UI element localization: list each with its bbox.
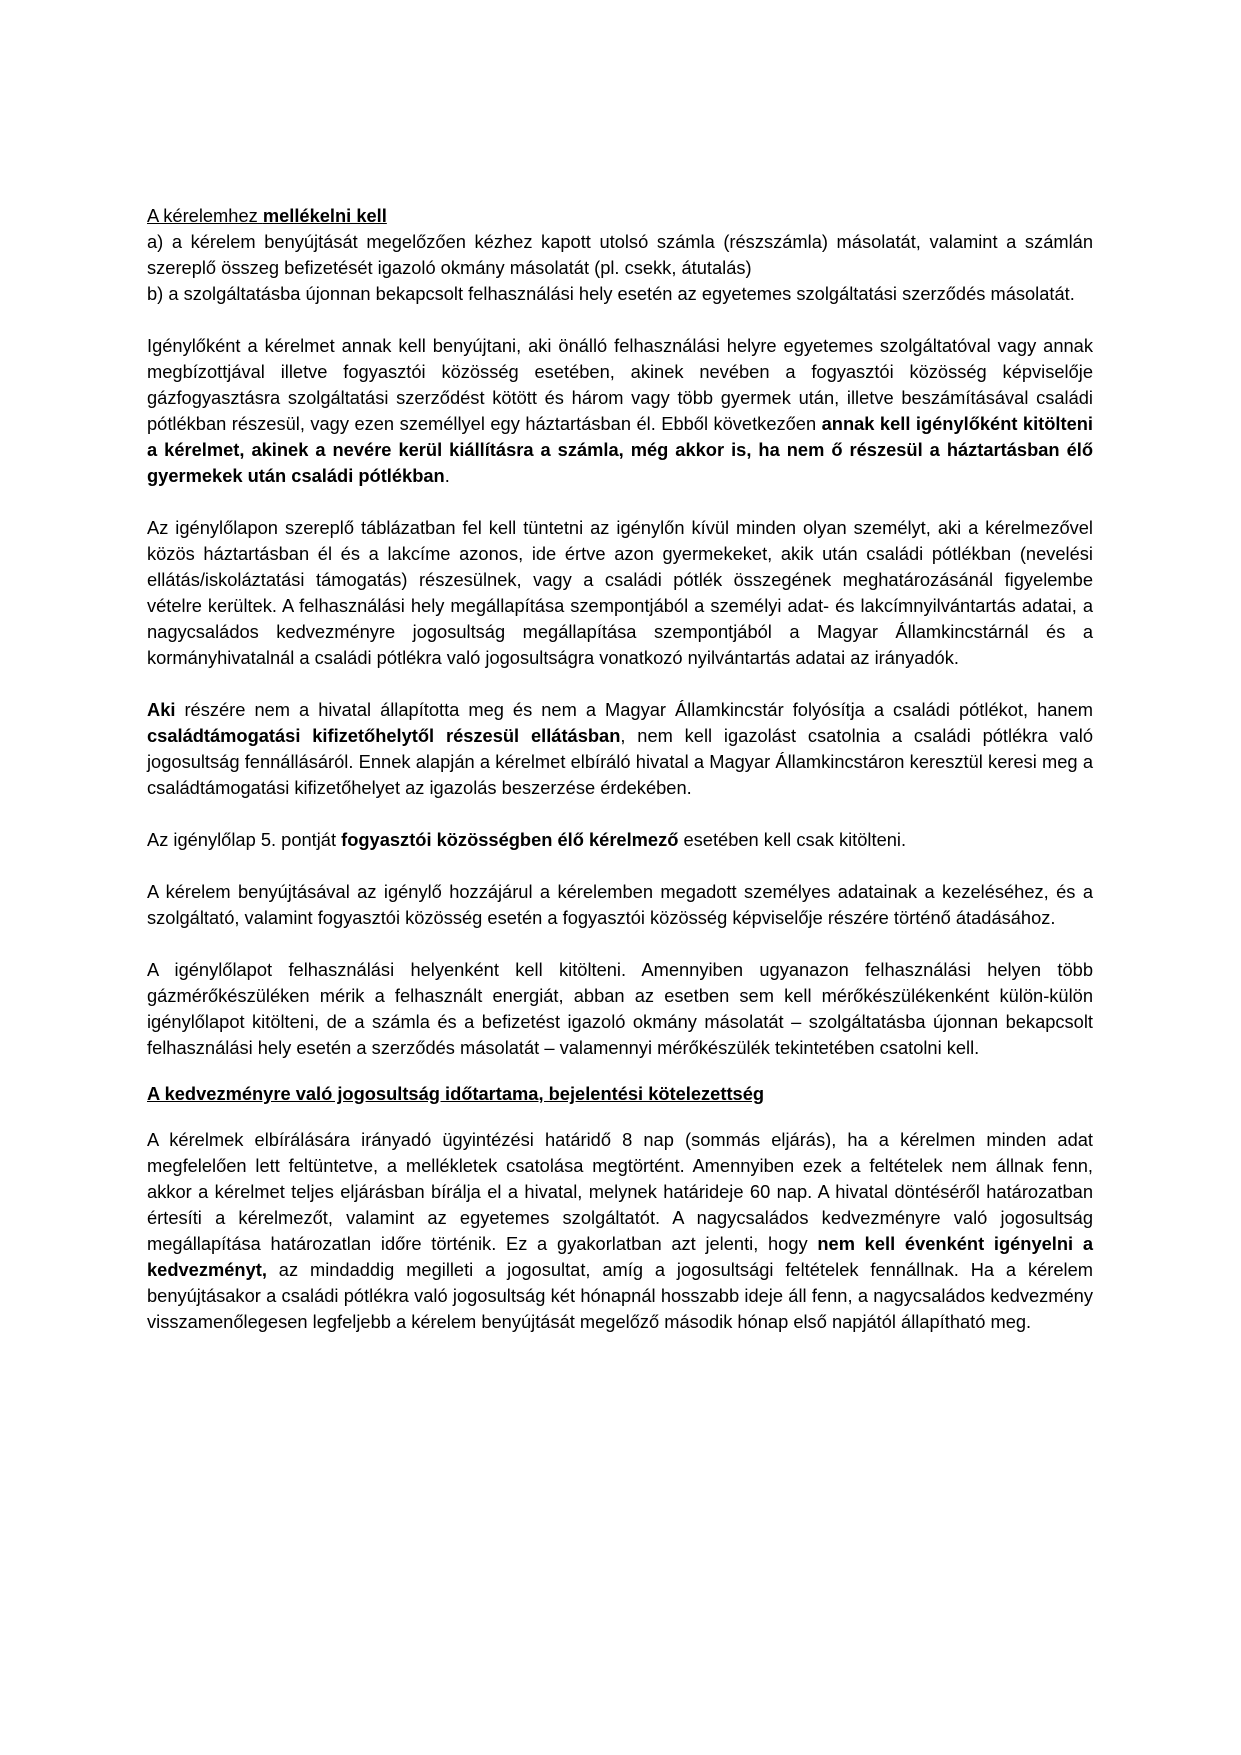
document-page — [147, 203, 1093, 1335]
attachment-item-a: a) a kérelem benyújtását megelőzően kézhez kapott utolsó számla (részszámla) másolatát, valamint a számlán szereplő összeg befizetését igazoló okmány másolatát (pl. csekk, átutalás) — [147, 231, 1093, 278]
attachment-item-b: b) a szolgáltatásba újonnan bekapcsolt felhasználási hely esetén az egyetemes szolgáltatási szerződés másolatát. — [147, 283, 1075, 304]
household-table-paragraph: Az igénylőlapon szereplő táblázatban fel kell tüntetni az igénylőn kívül minden olyan személyt, aki a kérelmezővel közös háztartásban él és a lakcíme azonos, ide értve azon gyermekeket, akik után családi pótlékban (nevelési ellátás/iskoláztatási támogatás) részesülnek, vagy a családi pótlék összegének meghatározásánál figyelembe vételre kerültek. A felhasználási hely megállapítása szempontjából a személyi adat- és lakcímnyilvántartás adatai, a nagycsaládos kedvezményre jogosultság megállapítása szempontjából a Magyar Államkincstárnál és a kormányhivatalnál a családi pótlékra való jogosultságra vonatkozó nyilvántartás adatai az irányadók. — [147, 517, 1093, 668]
attachments-heading — [147, 203, 1093, 229]
per-site-paragraph: A igénylőlapot felhasználási helyenként kell kitölteni. Amennyiben ugyanazon felhasználási helyen több gázmérőkészüléken mérik a felhasznált energiát, abban az esetben sem kell mérőkészülékenként külön-külön igénylőlapot kitölteni, de a számla és a befizetést igazoló okmány másolatát – szolgáltatásba újonnan bekapcsolt felhasználási hely esetén a szerződés másolatát – valamennyi mérőkészülék tekintetében csatolni kell. — [147, 959, 1093, 1058]
payment-office-paragraph: Aki részére nem a hivatal állapította meg és nem a Magyar Államkincstár folyósítja a családi pótlékot, hanem családtámogatási kifizetőhelytől részesül ellátásban, nem kell igazolást csatolnia a családi pótlékra való jogosultság fennállásáról. Ennek alapján a kérelmet elbíráló hivatal a Magyar Államkincstáron keresztül keresi meg a családtámogatási kifizetőhelyet az igazolás beszerzése érdekében. — [147, 699, 1093, 798]
deadline-paragraph: A kérelmek elbírálására irányadó ügyintézési határidő 8 nap (sommás eljárás), ha a kérelmen minden adat megfelelően lett feltüntetve, a mellékletek csatolása megtörtént. Amennyiben ezek a feltételek nem állnak fenn, akkor a kérelmet teljes eljárásban bírálja el a hivatal, melynek határideje 60 nap. A hivatal döntéséről határozatban értesíti a kérelmezőt, valamint az egyetemes szolgáltatót. A nagycsaládos kedvezményre való jogosultság megállapítása határozatlan időre történik. Ez a gyakorlatban azt jelenti, hogy nem kell évenként igényelni a kedvezményt, az mindaddig megilleti a jogosultat, amíg a jogosultsági feltételek fennállnak. Ha a kérelem benyújtásakor a családi pótlékra való jogosultság két hónapnál hosszabb ideje áll fenn, a nagycsaládos kedvezmény visszamenőlegesen legfeljebb a kérelem benyújtását megelőző második hónap első napjától állapítható meg. — [147, 1129, 1093, 1332]
point5-paragraph: Az igénylőlap 5. pontját fogyasztói közösségben élő kérelmező esetében kell csak kitölteni. — [147, 829, 907, 850]
applicant-paragraph: Igénylőként a kérelmet annak kell benyújtani, aki önálló felhasználási helyre egyetemes szolgáltatóval vagy annak megbízottjával illetve fogyasztói közösség esetében, akinek nevében a fogyasztói közösség képviselője gázfogyasztásra szolgáltatási szerződést kötött és három vagy több gyermek után, illetve beszámításával családi pótlékban részesül, vagy ezen személlyel egy háztartásban él. Ebből következően annak kell igénylőként kitölteni a kérelmet, akinek a nevére kerül kiállításra a számla, még akkor is, ha nem ő részesül a háztartásban élő gyermekek után családi pótlékban. — [147, 335, 1094, 486]
section-heading: A kedvezményre való jogosultság időtartama, bejelentési kötelezettség — [147, 1083, 765, 1104]
consent-paragraph: A kérelem benyújtásával az igénylő hozzájárul a kérelemben megadott személyes adatainak a kezeléséhez, és a szolgáltató, valamint fogyasztói közösség esetén a fogyasztói közösség képviselője részére történő átadásához. — [147, 881, 1093, 928]
attachments-heading-text: A kérelemhez mellékelni kell — [147, 205, 387, 226]
